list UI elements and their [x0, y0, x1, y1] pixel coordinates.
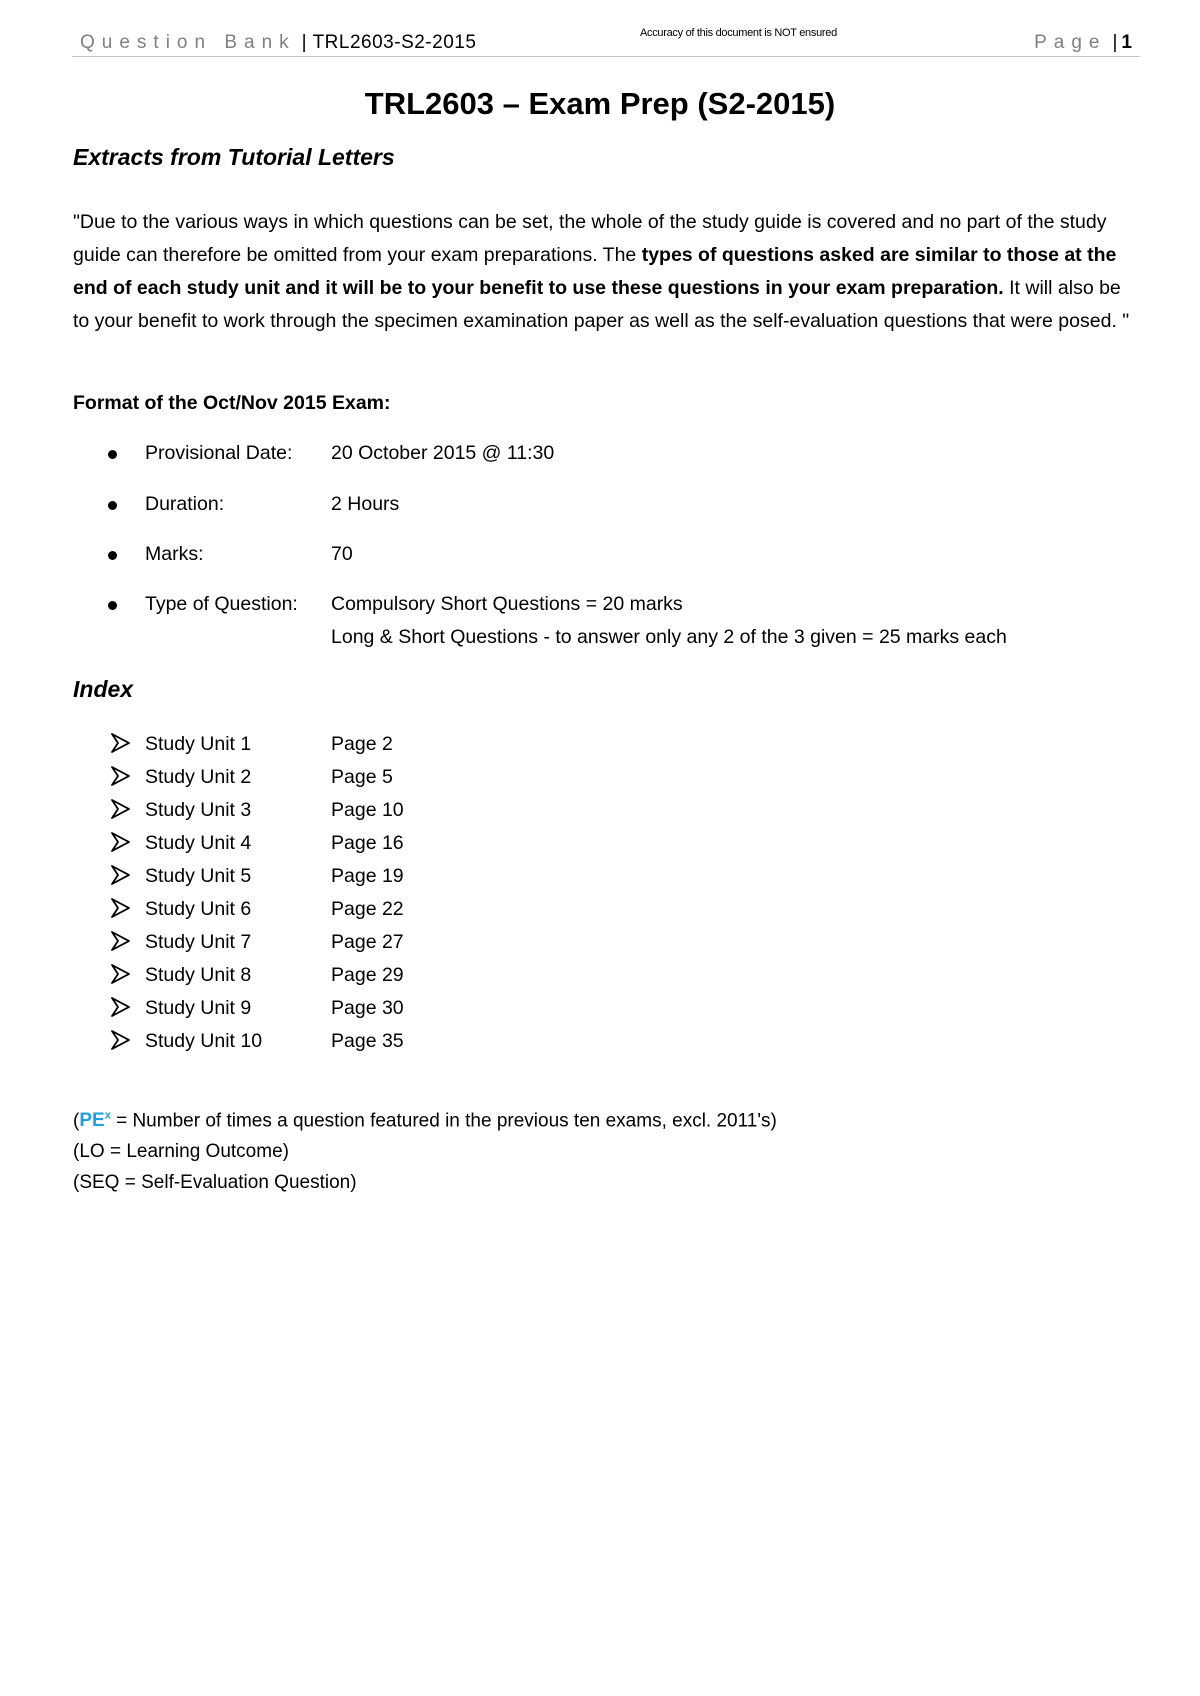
index-page: Page 2 [331, 733, 393, 755]
index-unit: Study Unit 2 [145, 766, 252, 788]
index-page: Page 29 [331, 964, 404, 986]
format-value: Compulsory Short Questions = 20 marks [331, 593, 683, 615]
index-unit: Study Unit 8 [145, 964, 252, 986]
index-heading: Index [73, 676, 134, 702]
index-page: Page 35 [331, 1030, 404, 1052]
legend-pe-open: ( [73, 1110, 80, 1132]
bullet-dot [108, 601, 117, 610]
extracts-heading: Extracts from Tutorial Letters [73, 144, 395, 170]
bullet-dot [108, 551, 117, 560]
pe-superscript: x [104, 1110, 111, 1122]
format-label: Type of Question: [145, 593, 298, 615]
page-header [72, 26, 1140, 57]
index-unit: Study Unit 6 [145, 898, 252, 920]
index-page: Page 30 [331, 997, 404, 1019]
format-label: Marks: [145, 543, 204, 565]
index-page: Page 16 [331, 832, 404, 854]
legend-pe-text: = Number of times a question featured in the previous ten exams, excl. 2011's) [110, 1110, 777, 1132]
header-course-code: TRL2603-S2-2015 [312, 32, 477, 53]
header-separator: | [301, 32, 307, 53]
arrow-right-icon [110, 964, 130, 984]
index-unit: Study Unit 3 [145, 799, 252, 821]
header-left [80, 32, 476, 54]
arrow-right-icon [110, 865, 130, 885]
header-right [1034, 32, 1132, 54]
bullet-dot [108, 450, 117, 459]
quote-start: "Due to the various ways in which questions can be set, the whole of the study guide is covered and no part of the study guide can therefore be omitted from your exam preparations. The [73, 211, 1107, 266]
header-page-separator: | [1112, 32, 1118, 53]
arrow-right-icon [110, 1030, 130, 1050]
arrow-right-icon [110, 733, 130, 753]
document-title: TRL2603 – Exam Prep (S2-2015) [364, 86, 836, 121]
format-value: 70 [331, 543, 353, 565]
index-unit: Study Unit 1 [145, 733, 252, 755]
header-accuracy-note: Accuracy of this document is NOT ensured [640, 27, 837, 39]
index-page: Page 27 [331, 931, 404, 953]
format-value: 2 Hours [331, 493, 400, 515]
index-page: Page 10 [331, 799, 404, 821]
index-page: Page 22 [331, 898, 404, 920]
legend-seq: (SEQ = Self-Evaluation Question) [73, 1172, 357, 1193]
pe-abbr-text: PE [79, 1110, 105, 1132]
arrow-right-icon [110, 898, 130, 918]
quote-bold: types of questions asked are similar to those at the end of each study unit and it will be to your benefit to use these questions in your exam preparation. [73, 244, 1117, 299]
format-value: 20 October 2015 @ 11:30 [331, 442, 555, 464]
tutorial-letter-quote [73, 206, 1131, 338]
format-label: Duration: [145, 493, 225, 515]
legend-lo: (LO = Learning Outcome) [73, 1141, 289, 1162]
index-unit: Study Unit 4 [145, 832, 252, 854]
header-page-number: 1 [1121, 32, 1132, 53]
legend-pe [73, 1110, 777, 1132]
quote-end: It will also be to your benefit to work through the specimen examination paper as well as the self-evaluation questions that were posed. " [73, 277, 1130, 332]
index-unit: Study Unit 9 [145, 997, 252, 1019]
index-unit: Study Unit 5 [145, 865, 252, 887]
index-page: Page 5 [331, 766, 393, 788]
index-unit: Study Unit 7 [145, 931, 252, 953]
legend-pe-abbr [79, 1110, 110, 1131]
header-page-label: Page [1034, 32, 1107, 53]
arrow-right-icon [110, 799, 130, 819]
arrow-right-icon [110, 997, 130, 1017]
index-unit: Study Unit 10 [145, 1030, 263, 1052]
format-label: Provisional Date: [145, 442, 293, 464]
format-value-continued: Long & Short Questions - to answer only any 2 of the 3 given = 25 marks each [331, 626, 1007, 648]
bullet-dot [108, 501, 117, 510]
index-page: Page 19 [331, 865, 404, 887]
header-label: Question Bank [80, 32, 296, 53]
arrow-right-icon [110, 766, 130, 786]
format-heading: Format of the Oct/Nov 2015 Exam: [73, 392, 391, 414]
arrow-right-icon [110, 832, 130, 852]
arrow-right-icon [110, 931, 130, 951]
